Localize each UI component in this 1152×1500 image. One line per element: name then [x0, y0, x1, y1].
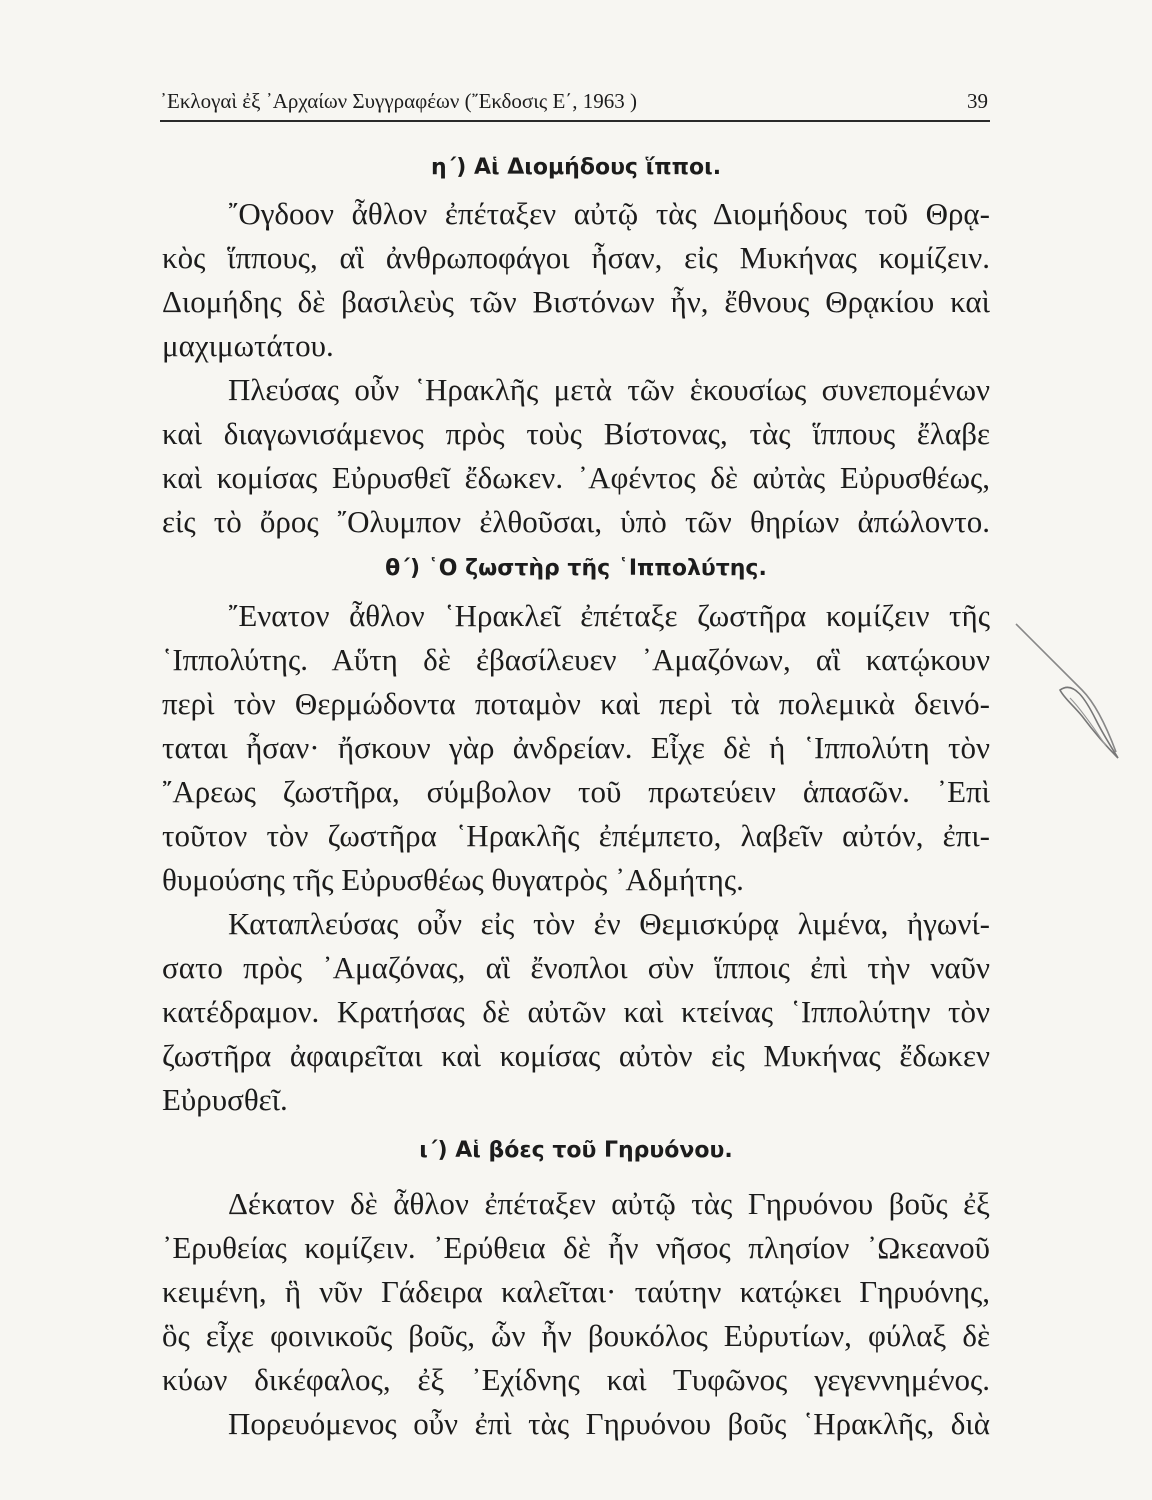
text-line: ὃς εἶχε φοινικοῦς βοῦς, ὧν ἦν βουκόλος Εὐρυτίων, φύλαξ δὲ: [162, 1318, 990, 1353]
text-line: ζωστῆρα ἀφαιρεῖται καὶ κομίσας αὐτὸν εἰς Μυκήνας ἔδωκεν: [162, 1038, 990, 1073]
text-line: ᾿Ερυθείας κομίζειν. ᾿Ερύθεια δὲ ἦν νῆσος πλησίον ᾿Ωκεανοῦ: [162, 1230, 990, 1265]
text-line: Πλεύσας οὖν ῾Ηρακλῆς μετὰ τῶν ἑκουσίως συνεπομένων: [228, 372, 990, 407]
text-line: Εὐρυσθεῖ.: [162, 1082, 288, 1117]
page-number: 39: [967, 89, 988, 113]
running-head: [160, 86, 990, 122]
text-line: περὶ τὸν Θερμώδοντα ποταμὸν καὶ περὶ τὰ πολεμικὰ δεινό-: [162, 686, 990, 721]
section-heading-eta: η΄) Αἱ Διομήδους ἵπποι.: [430, 155, 722, 180]
text-line: ῎Αρεως ζωστῆρα, σύμβολον τοῦ πρωτεύειν ἁπασῶν. ᾿Επὶ: [162, 774, 990, 809]
text-line: Διομήδης δὲ βασιλεὺς τῶν Βιστόνων ἦν, ἔθνους Θρᾳκίου καὶ: [162, 284, 990, 319]
text-line: εἰς τὸ ὄρος ῎Ολυμπον ἐλθοῦσαι, ὑπὸ τῶν θηρίων ἀπώλοντο.: [162, 504, 990, 539]
text-line: μαχιμωτάτου.: [162, 328, 334, 363]
text-line: Πορευόμενος οὖν ἐπὶ τὰς Γηρυόνου βοῦς ῾Ηρακλῆς, διὰ: [228, 1406, 990, 1441]
section-heading-iota: ι΄) Αἱ βόες τοῦ Γηρυόνου.: [419, 1138, 733, 1163]
pencil-margin-mark: [1012, 620, 1132, 770]
running-head-title: ᾿Εκλογαὶ ἐξ ᾿Αρχαίων Συγγραφέων (῎Εκδοσις Ε΄, 1963 ): [160, 89, 638, 113]
text-line: θυμούσης τῆς Εὐρυσθέως θυγατρὸς ᾿Αδμήτης.: [162, 862, 744, 897]
text-line: κειμένη, ἣ νῦν Γάδειρα καλεῖται· ταύτην κατῴκει Γηρυόνης,: [162, 1274, 990, 1309]
text-line: κατέδραμον. Κρατήσας δὲ αὐτῶν καὶ κτείνας ῾Ιππολύτην τὸν: [162, 994, 990, 1029]
text-line: σατο πρὸς ᾿Αμαζόνας, αἳ ἔνοπλοι σὺν ἵπποις ἐπὶ τὴν ναῦν: [162, 950, 990, 985]
text-line: καὶ κομίσας Εὐρυσθεῖ ἔδωκεν. ᾿Αφέντος δὲ αὐτὰς Εὐρυσθέως,: [162, 460, 990, 495]
text-line: καὶ διαγωνισάμενος πρὸς τοὺς Βίστονας, τὰς ἵππους ἔλαβε: [162, 416, 990, 451]
section-heading-theta: θ΄) ῾Ο ζωστὴρ τῆς ῾Ιππολύτης.: [385, 556, 767, 581]
text-line: Δέκατον δὲ ἆθλον ἐπέταξεν αὐτῷ τὰς Γηρυόνου βοῦς ἐξ: [228, 1186, 990, 1221]
text-line: ῎Ενατον ἆθλον ῾Ηρακλεῖ ἐπέταξε ζωστῆρα κομίζειν τῆς: [228, 598, 990, 633]
text-line: τοῦτον τὸν ζωστῆρα ῾Ηρακλῆς ἐπέμπετο, λαβεῖν αὐτόν, ἐπι-: [162, 818, 990, 853]
text-line: Καταπλεύσας οὖν εἰς τὸν ἐν Θεμισκύρᾳ λιμένα, ἠγωνί-: [228, 906, 990, 941]
text-line: κύων δικέφαλος, ἐξ ᾿Εχίδνης καὶ Τυφῶνος γεγεννημένος.: [162, 1362, 990, 1397]
text-line: ῾Ιππολύτης. Αὕτη δὲ ἐβασίλευεν ᾿Αμαζόνων, αἳ κατῴκουν: [162, 642, 990, 677]
text-line: κὸς ἵππους, αἳ ἀνθρωποφάγοι ἦσαν, εἰς Μυκήνας κομίζειν.: [162, 240, 990, 275]
text-line: ταται ἦσαν· ἤσκουν γὰρ ἀνδρείαν. Εἶχε δὲ ἡ ῾Ιππολύτη τὸν: [162, 730, 990, 765]
text-line: ῎Ογδοον ἆθλον ἐπέταξεν αὐτῷ τὰς Διομήδους τοῦ Θρᾳ-: [228, 196, 990, 231]
